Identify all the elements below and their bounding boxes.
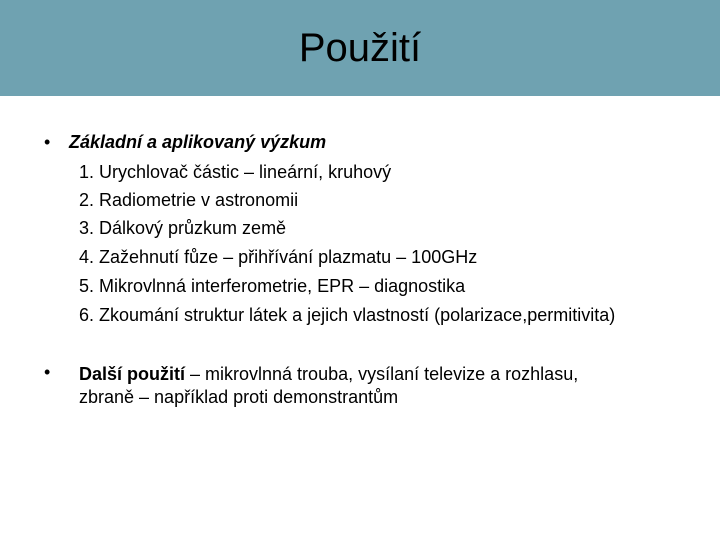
bullet-other-uses-line2: zbraně – například proti demonstrantům (79, 387, 399, 407)
list-item: 5. Mikrovlnná interferometrie, EPR – diagnostika (79, 276, 466, 296)
bullet-other-uses-line1 (79, 362, 578, 386)
list-item: 4. Zažehnutí fůze – přihřívání plazmatu – 100GHz (79, 247, 478, 267)
list-item: 6. Zkoumání struktur látek a jejich vlastností (polarizace,permitivita) (79, 305, 616, 325)
list-item: 1. Urychlovač částic – lineární, kruhový (79, 162, 392, 182)
bullet-heading-research: Základní a aplikovaný výzkum (69, 132, 327, 152)
bullet-marker: • (44, 132, 51, 152)
list-item: 2. Radiometrie v astronomii (79, 190, 299, 210)
other-uses-text: – mikrovlnná trouba, vysílaní televize a rozhlasu, (185, 364, 579, 384)
list-item: 3. Dálkový průzkum země (79, 218, 287, 238)
slide-title: Použití (298, 26, 422, 70)
bullet-heading-other-uses: Další použití (79, 364, 186, 384)
bullet-marker: • (44, 362, 51, 382)
